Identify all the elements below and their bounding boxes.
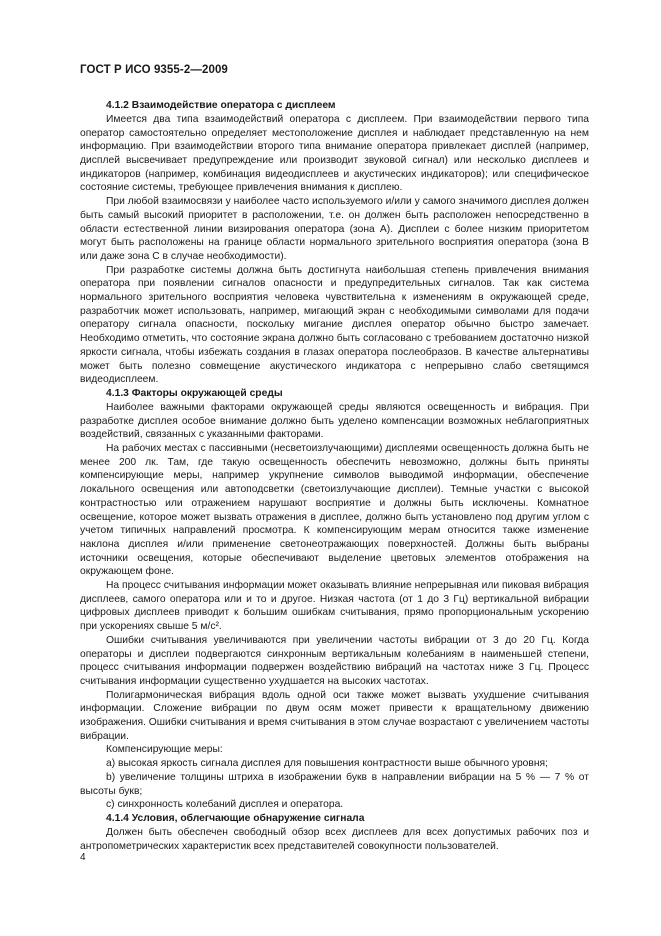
paragraph: Наиболее важными факторами окружающей среды являются освещенность и вибрация. При разработке дисплея особое внимание должно быть уделено компенсации возможных неблагоприятных воздействий, связанных с указанными факторами. xyxy=(80,401,589,441)
list-item: c) синхронность колебаний дисплея и оператора. xyxy=(106,799,344,811)
paragraph: Компенсирующие меры: xyxy=(106,744,223,756)
paragraph: На процесс считывания информации может оказывать влияние непрерывная или пиковая вибрация дисплеев, самого оператора или и то и другое. Низкая частота (от 1 до 3 Гц) вертикальной вибрации цифровых дисплеев приводит к большим ошибкам считывания, прямо пропорциональным ускорению при ускорениях свыше 5 м/с². xyxy=(80,580,589,633)
paragraph: Должен быть обеспечен свободный обзор всех дисплеев для всех допустимых рабочих поз и антропометрических характеристик всех представителей совокупности пользователей. xyxy=(80,826,589,852)
list-item: b) увеличение толщины штриха в изображении букв в направлении вибрации на 5 % — 7 % от высоты букв; xyxy=(80,771,589,797)
paragraph: При любой взаимосвязи у наиболее часто используемого и/или у самого значимого дисплея должен быть самый высокий приоритет в расположении, т.е. он должен быть расположен непосредственно в области естественной линии визирования оператора (зона А). Дисплеи с более низким приоритетом могут быть расположены на границе области нормального зрительного восприятия оператора (зона В или даже зона С в случае необходимости). xyxy=(80,196,589,262)
paragraph: Имеется два типа взаимодействий оператора с дисплеем. При взаимодействии первого типа оператор самостоятельно определяет местоположение дисплея и наблюдает представленную на нем информацию. При взаимодействии второго типа внимание оператора привлекает дисплей (например, дисплей высвечивает предупреждение или производит звуковой сигнал) или несколько дисплеев и индикаторов (например, комбинация видеодисплеев и акустических индикаторов); или специфическое состояние системы, требующее привлечения внимания к дисплею. xyxy=(80,113,589,194)
page-number: 4 xyxy=(80,852,86,863)
paragraph: На рабочих местах с пассивными (несветоизлучающими) дисплеями освещенность должна быть не менее 200 лк. Там, где такую освещенность обеспечить невозможно, должны быть приняты компенсирующие меры, например укрупнение символов выводимой информации, обеспечение локального освещения или автоподсветки (светоизлучающие дисплеи). Темные участки с высокой контрастностью или отражением нарушают восприятие и должны быть исключены. Комнатное освещение, которое может вызвать отражения в дисплее, должно быть установлено под другим углом с учетом типичных направлений просмотра. К компенсирующим мерам относится также изменение наклона дисплея и/или применение светонеотражающих поверхностей. Должны быть выбраны источники освещения, которые обеспечивают выделение цветовых элементов отображения на окружающем фоне. xyxy=(80,442,589,578)
section-heading-4-1-4: 4.1.4 Условия, облегчающие обнаружение сигнала xyxy=(106,812,365,824)
section-heading-4-1-2: 4.1.2 Взаимодействие оператора с дисплеем xyxy=(106,100,336,111)
paragraph: Полигармоническая вибрация вдоль одной оси также может вызвать ухудшение считывания информации. Сложение вибрации по двум осям может привести к вращательному движению изображения. Ошибки считывания и время считывания в этом случае возрастают с увеличением частоты вибрации. xyxy=(80,689,589,742)
document-body xyxy=(80,99,589,853)
paragraph: При разработке системы должна быть достигнута наибольшая степень привлечения внимания оператора при появлении сигналов опасности и предупредительных сигналов. Так как система нормального зрительного восприятия человека чувствительна к изменениям в окружающей среде, разработчик может использовать, например, мигающий экран с необходимыми символами для подачи оператору сигнала опасности, поскольку мигание дисплея оператор обычно быстро замечает. Необходимо отметить, что состояние экрана должно быть согласовано с требованием достаточно низкой яркости сигнала, чтобы избежать создания в глазах оператора послеобразов. В качестве альтернативы может быть полезно совмещение акустического индикатора с непрерывно слабо светящимся видеодисплеем. xyxy=(80,264,589,386)
section-heading-4-1-3: 4.1.3 Факторы окружающей среды xyxy=(106,387,283,399)
document-id-header: ГОСТ Р ИСО 9355-2—2009 xyxy=(80,64,228,76)
paragraph: Ошибки считывания увеличиваются при увеличении частоты вибрации от 3 до 20 Гц. Когда операторы и дисплеи подвергаются синхронным вертикальным колебаниям в наименьшей степени, процесс считывания информации подвержен воздействию вибраций на частотах ниже 3 Гц. Процесс считывания информации существенно ухудшается на высоких частотах. xyxy=(80,634,589,687)
list-item: a) высокая яркость сигнала дисплея для повышения контрастности выше обычного уровня; xyxy=(106,758,548,770)
